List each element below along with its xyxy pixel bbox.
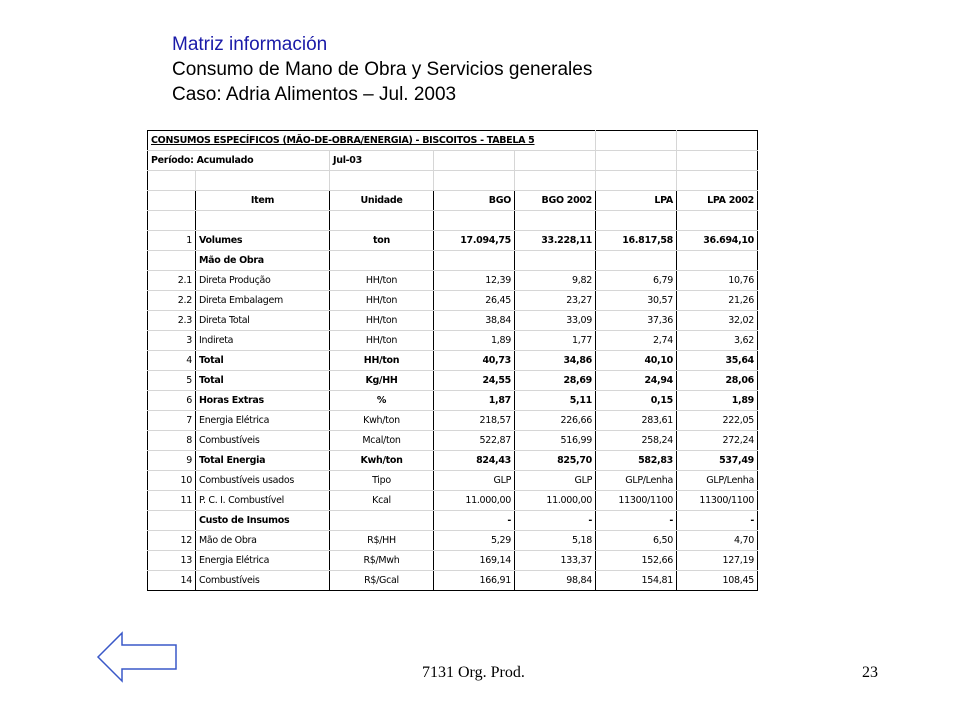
row-unit: R$/HH	[330, 531, 434, 551]
table-row	[148, 431, 758, 451]
row-lpa: -	[596, 511, 677, 531]
row-lpa-2002: 1,89	[677, 391, 758, 411]
spacer-row	[148, 211, 758, 231]
row-lpa: 283,61	[596, 411, 677, 431]
row-bgo-2002: 133,37	[515, 551, 596, 571]
row-bgo-2002: 34,86	[515, 351, 596, 371]
row-lpa-2002: 21,26	[677, 291, 758, 311]
row-bgo-2002: 516,99	[515, 431, 596, 451]
row-bgo: 166,91	[434, 571, 515, 591]
row-unit	[330, 251, 434, 271]
row-unit: %	[330, 391, 434, 411]
row-lpa: 30,57	[596, 291, 677, 311]
row-bgo: 17.094,75	[434, 231, 515, 251]
header-line-3: Caso: Adria Alimentos – Jul. 2003	[172, 84, 457, 105]
row-lpa-2002: 537,49	[677, 451, 758, 471]
row-bgo-2002: 226,66	[515, 411, 596, 431]
row-bgo: 218,57	[434, 411, 515, 431]
row-bgo: 1,89	[434, 331, 515, 351]
row-unit: HH/ton	[330, 331, 434, 351]
row-number: 4	[148, 351, 196, 371]
table-row	[148, 231, 758, 251]
row-unit: HH/ton	[330, 291, 434, 311]
footer-course: 7131 Org. Prod.	[422, 664, 525, 681]
row-bgo: 40,73	[434, 351, 515, 371]
row-lpa: 6,79	[596, 271, 677, 291]
row-item: Energia Elétrica	[196, 551, 330, 571]
table-row	[148, 471, 758, 491]
row-item: Custo de Insumos	[196, 511, 330, 531]
row-lpa-2002: 127,19	[677, 551, 758, 571]
row-bgo: 824,43	[434, 451, 515, 471]
row-lpa-2002: -	[677, 511, 758, 531]
row-lpa-2002: 272,24	[677, 431, 758, 451]
row-lpa-2002: 222,05	[677, 411, 758, 431]
row-number: 9	[148, 451, 196, 471]
row-bgo-2002: -	[515, 511, 596, 531]
row-bgo-2002: 825,70	[515, 451, 596, 471]
header-line-1: Matriz información	[172, 34, 328, 55]
row-lpa-2002: 32,02	[677, 311, 758, 331]
col-header-bgo: BGO	[434, 191, 515, 211]
row-bgo-2002: 33.228,11	[515, 231, 596, 251]
table-row	[148, 411, 758, 431]
row-number: 1	[148, 231, 196, 251]
row-lpa: 2,74	[596, 331, 677, 351]
table-row	[148, 531, 758, 551]
header-line-2: Consumo de Mano de Obra y Servicios generales	[172, 59, 593, 80]
row-number: 2.3	[148, 311, 196, 331]
row-lpa-2002: 10,76	[677, 271, 758, 291]
col-header-bgo-2002: BGO 2002	[515, 191, 596, 211]
row-unit: R$/Mwh	[330, 551, 434, 571]
row-unit: Mcal/ton	[330, 431, 434, 451]
row-lpa: GLP/Lenha	[596, 471, 677, 491]
row-bgo: 26,45	[434, 291, 515, 311]
col-header-item: Item	[196, 191, 330, 211]
row-number: 2.1	[148, 271, 196, 291]
row-item: Direta Total	[196, 311, 330, 331]
table-row	[148, 271, 758, 291]
col-header-unit: Unidade	[330, 191, 434, 211]
table-row	[148, 251, 758, 271]
row-bgo-2002	[515, 251, 596, 271]
row-bgo: 5,29	[434, 531, 515, 551]
row-lpa-2002: 28,06	[677, 371, 758, 391]
row-lpa: 40,10	[596, 351, 677, 371]
row-item: Indireta	[196, 331, 330, 351]
row-bgo-2002: 9,82	[515, 271, 596, 291]
row-item: Direta Produção	[196, 271, 330, 291]
row-item: P. C. I. Combustível	[196, 491, 330, 511]
table-row	[148, 311, 758, 331]
table-row	[148, 571, 758, 591]
row-number: 10	[148, 471, 196, 491]
row-unit: Kcal	[330, 491, 434, 511]
table-row	[148, 511, 758, 531]
col-header-lpa-2002: LPA 2002	[677, 191, 758, 211]
row-bgo-2002: 28,69	[515, 371, 596, 391]
table-row	[148, 351, 758, 371]
table-row	[148, 551, 758, 571]
row-lpa: 11300/1100	[596, 491, 677, 511]
row-bgo: 1,87	[434, 391, 515, 411]
col-header-lpa: LPA	[596, 191, 677, 211]
row-number: 12	[148, 531, 196, 551]
row-item: Volumes	[196, 231, 330, 251]
row-bgo-2002: 5,18	[515, 531, 596, 551]
row-lpa-2002: 36.694,10	[677, 231, 758, 251]
row-item: Total Energia	[196, 451, 330, 471]
row-unit: Kwh/ton	[330, 411, 434, 431]
row-bgo-2002: 98,84	[515, 571, 596, 591]
row-bgo: 24,55	[434, 371, 515, 391]
row-item: Direta Embalagem	[196, 291, 330, 311]
row-number	[148, 251, 196, 271]
row-lpa: 154,81	[596, 571, 677, 591]
row-number: 8	[148, 431, 196, 451]
row-bgo: -	[434, 511, 515, 531]
row-lpa-2002: 4,70	[677, 531, 758, 551]
page-number: 23	[862, 664, 878, 681]
row-bgo-2002: 33,09	[515, 311, 596, 331]
row-number: 13	[148, 551, 196, 571]
row-item: Horas Extras	[196, 391, 330, 411]
consumption-table	[147, 130, 758, 591]
row-bgo: 522,87	[434, 431, 515, 451]
row-number: 14	[148, 571, 196, 591]
row-unit: Kwh/ton	[330, 451, 434, 471]
row-unit: Tipo	[330, 471, 434, 491]
row-bgo	[434, 251, 515, 271]
row-number: 7	[148, 411, 196, 431]
row-bgo-2002: 5,11	[515, 391, 596, 411]
slide-header	[172, 32, 592, 107]
row-number: 5	[148, 371, 196, 391]
row-bgo-2002: 1,77	[515, 331, 596, 351]
period-value: Jul-03	[330, 151, 434, 171]
row-bgo-2002: GLP	[515, 471, 596, 491]
row-lpa	[596, 251, 677, 271]
row-bgo: 11.000,00	[434, 491, 515, 511]
row-lpa: 0,15	[596, 391, 677, 411]
row-bgo: 38,84	[434, 311, 515, 331]
row-item: Combustíveis	[196, 431, 330, 451]
period-label: Período: Acumulado	[148, 151, 330, 171]
table-row	[148, 371, 758, 391]
sheet-title: CONSUMOS ESPECÍFICOS (MÃO-DE-OBRA/ENERGIA) - BISCOITOS - TABELA 5	[148, 131, 596, 151]
row-number: 2.2	[148, 291, 196, 311]
row-unit: ton	[330, 231, 434, 251]
row-number: 6	[148, 391, 196, 411]
row-number: 11	[148, 491, 196, 511]
row-unit: HH/ton	[330, 311, 434, 331]
row-lpa-2002: 108,45	[677, 571, 758, 591]
row-lpa: 582,83	[596, 451, 677, 471]
row-lpa-2002: 11300/1100	[677, 491, 758, 511]
row-number	[148, 511, 196, 531]
table-row	[148, 331, 758, 351]
row-number: 3	[148, 331, 196, 351]
row-unit: R$/Gcal	[330, 571, 434, 591]
row-item: Mão de Obra	[196, 531, 330, 551]
table-row	[148, 291, 758, 311]
row-item: Total	[196, 371, 330, 391]
row-lpa: 24,94	[596, 371, 677, 391]
table-row	[148, 391, 758, 411]
column-header-row	[148, 191, 758, 211]
row-lpa: 6,50	[596, 531, 677, 551]
row-bgo: 12,39	[434, 271, 515, 291]
row-lpa-2002: GLP/Lenha	[677, 471, 758, 491]
row-item: Combustíveis usados	[196, 471, 330, 491]
row-bgo-2002: 23,27	[515, 291, 596, 311]
row-bgo-2002: 11.000,00	[515, 491, 596, 511]
row-item: Energia Elétrica	[196, 411, 330, 431]
table-row	[148, 451, 758, 471]
left-arrow-icon[interactable]	[96, 631, 180, 683]
row-item: Total	[196, 351, 330, 371]
row-bgo: 169,14	[434, 551, 515, 571]
row-lpa-2002: 3,62	[677, 331, 758, 351]
row-unit: HH/ton	[330, 271, 434, 291]
row-lpa: 152,66	[596, 551, 677, 571]
table-body	[148, 231, 758, 591]
row-item: Mão de Obra	[196, 251, 330, 271]
row-lpa: 258,24	[596, 431, 677, 451]
row-unit	[330, 511, 434, 531]
row-bgo: GLP	[434, 471, 515, 491]
row-lpa-2002: 35,64	[677, 351, 758, 371]
row-unit: Kg/HH	[330, 371, 434, 391]
row-lpa-2002	[677, 251, 758, 271]
table-row	[148, 491, 758, 511]
row-unit: HH/ton	[330, 351, 434, 371]
row-lpa: 16.817,58	[596, 231, 677, 251]
row-item: Combustíveis	[196, 571, 330, 591]
row-lpa: 37,36	[596, 311, 677, 331]
